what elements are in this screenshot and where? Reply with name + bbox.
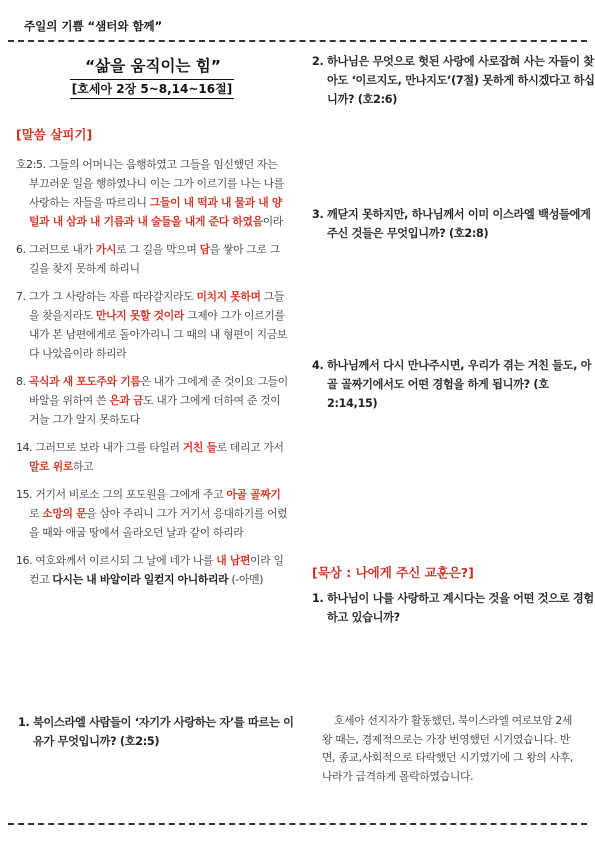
highlighted-text: 은과 금 [109,394,144,407]
top-divider [8,40,587,42]
meditation-heading: [묵상 : 나에게 주신 교훈은?] [312,565,474,580]
highlighted-text: 내 남편 [216,554,251,567]
highlighted-text: 미치지 못하며 [196,290,261,303]
highlighted-text: 다시는 내 바알이라 일컫지 아니하리라 [52,573,229,586]
bottom-divider [8,823,587,825]
sermon-title: “삶을 움직이는 힘” [85,57,221,75]
meditation-question-1: 1. 하나님이 나를 사랑하고 계시다는 것을 어떤 것으로 경험하고 있습니까? [312,592,594,624]
verse-text: 6. 그러므로 내가 [16,243,96,256]
verse-text: 로 그 길을 막으며 [116,243,200,256]
context-note: 호세아 선지자가 활동했던, 북이스라엘 여로보암 2세 왕 때는, 경제적으로는 가장 번영했던 시기였습니다. 반면, 종교,사회적으로 타락했던 시기였기에 그 왕의 사후, 나라가 급격하게 몰락하였습니다. [322,714,574,783]
verse-text: 16. 여호와께서 이르시되 그 날에 네가 나를 [16,554,217,567]
verse-text: 그들을 찾을지라도 [29,290,285,322]
verse-text: 그제야 그가 이르기를 내가 본 남편에게로 돌아가리니 그 때의 내 형편이 지금보다 나았음이라 하리라 [29,309,288,360]
verse-item [16,287,288,363]
scripture-heading: [말씀 살피기] [16,127,93,142]
verse-text: 14. 그러므로 보라 내가 그를 타일러 [16,441,183,454]
highlighted-text: 담 [199,243,210,256]
sermon-reference: [호세아 2장 5~8,14~16절] [70,79,234,99]
verse-text: (-아멘) [228,573,264,586]
highlighted-text: 아골 골짜기 [226,488,281,501]
highlighted-text: 곡식과 새 포도주와 기름 [28,375,141,388]
question-1: 1. 북이스라엘 사람들이 ‘자기가 사랑하는 자’를 따르는 이유가 무엇입니까? (호2:5) [18,716,294,748]
highlighted-text: 그들이 내 떡과 내 물과 내 양털과 내 삼과 내 기름과 내 술들을 내게 준다 하였음 [29,196,283,228]
question-4: 4. 하나님께서 다시 만나주시면, 우리가 겪는 거친 들도, 아골 골짜기에서도 어떤 경험을 하게 됩니까? (호2:14,15) [312,359,592,410]
verse-text: 로 데리고 가서 [216,441,284,454]
verse-text: 로 [29,507,43,520]
verse-text: 호2:5. 그들의 어머니는 음행하였고 그들을 임신했던 자는 부끄러운 일을 행하였나니 이는 그가 이르기를 나는 나를 사랑하는 자들을 따르리니 [16,158,284,209]
question-2: 2. 하나님은 무엇으로 헛된 사랑에 사로잡혀 사는 자들이 찾아도 ‘이르지도, 만나지도’(7절) 못하게 하시겠다고 하십니까? (호2:6) [312,55,595,106]
verse-item [16,240,288,278]
verse-text: 은 내가 그에게 준 것이요 그들이 바알을 위하여 쓴 [29,375,288,407]
left-column [16,54,288,598]
verse-text: 이라 일컫고 [29,554,284,586]
verse-item [16,155,288,231]
highlighted-text: 소망의 문 [42,507,87,520]
verse-text: 15. 거기서 비로소 그의 포도원을 그에게 주고 [16,488,227,501]
highlighted-text: 말로 위로 [29,460,73,473]
highlighted-text: 만나지 못할 것이라 [96,309,185,322]
verse-text: 이라 [262,215,283,228]
highlighted-text: 거친 들 [182,441,217,454]
verse-text: 하고 [72,460,94,473]
question-3: 3. 깨닫지 못하지만, 하나님께서 이미 이스라엘 백성들에게 주신 것들은 무엇입니까? (호2:8) [312,208,591,240]
verse-text: 8. [16,375,29,388]
verse-item [16,372,288,429]
verse-item [16,551,288,589]
verse-text: 도 내가 그에게 더하여 준 것이거늘 그가 알지 못하도다 [29,394,281,426]
highlighted-text: 가시 [95,243,117,256]
verse-text: 을 쌓아 그로 그 길을 찾지 못하게 하리니 [29,243,280,275]
verse-list [16,155,288,589]
verse-item [16,438,288,476]
verse-text: 7. 그가 그 사랑하는 자를 따라갈지라도 [16,290,197,303]
verse-text: 을 삼아 주리니 그가 거기서 응대하기를 어렸을 때와 애굽 땅에서 올라오던 날과 같이 하리라 [29,507,288,539]
verse-item [16,485,288,542]
header-title: 주일의 기쁨 “샘터와 함께” [24,19,163,33]
